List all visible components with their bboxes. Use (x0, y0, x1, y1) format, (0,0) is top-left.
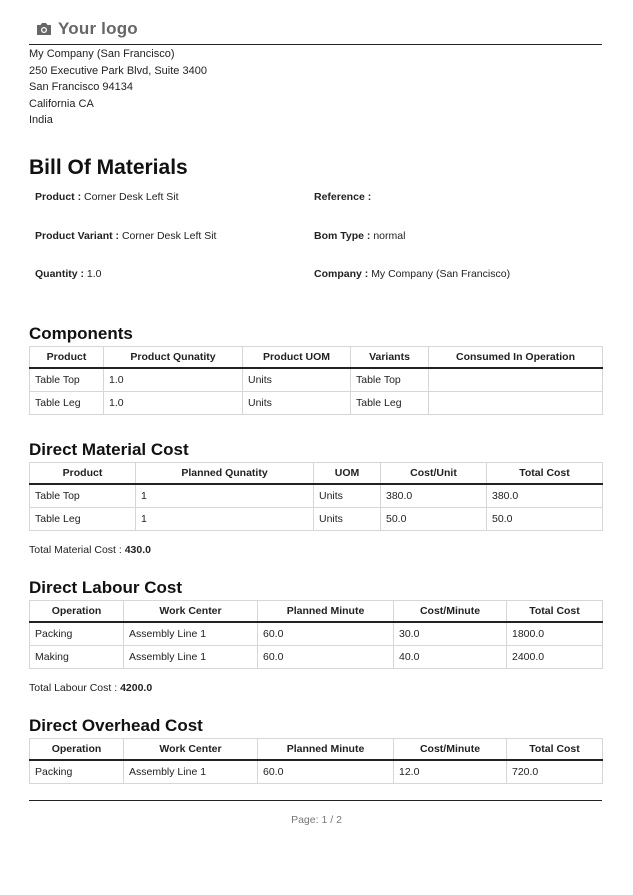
camera-icon (36, 22, 52, 36)
quantity-field (35, 268, 102, 280)
table-row (30, 392, 603, 415)
company-logo (36, 18, 138, 40)
table-header-row (30, 601, 603, 623)
table-cell: Table Leg (351, 392, 429, 415)
table-row (30, 368, 603, 392)
bom-type-label: Bom Type : (314, 230, 371, 242)
column-header: Planned Minute (258, 601, 394, 623)
table-cell: Units (314, 508, 381, 531)
overhead-cost-title: Direct Overhead Cost (29, 716, 203, 735)
table-cell: 720.0 (507, 760, 603, 784)
table-cell: Packing (30, 622, 124, 646)
product-label: Product : (35, 191, 82, 203)
total-material-cost-value: 430.0 (124, 544, 151, 556)
column-header: Product UOM (243, 347, 351, 369)
table-cell: 30.0 (394, 622, 507, 646)
quantity-value: 1.0 (86, 268, 102, 280)
variant-field (35, 230, 216, 242)
variant-value: Corner Desk Left Sit (121, 230, 217, 242)
page-total: 2 (336, 814, 342, 826)
column-header: UOM (314, 463, 381, 485)
total-labour-cost-value: 4200.0 (120, 682, 153, 694)
column-header: Planned Qunatity (136, 463, 314, 485)
table-cell: 60.0 (258, 760, 394, 784)
table-row (30, 484, 603, 508)
column-header: Work Center (124, 601, 258, 623)
address-line: India (29, 114, 53, 127)
table-cell: Table Top (30, 368, 104, 392)
table-row (30, 646, 603, 669)
address-line: 250 Executive Park Blvd, Suite 3400 (29, 64, 207, 77)
table-cell: Table Top (351, 368, 429, 392)
table-cell: Units (243, 392, 351, 415)
table-cell (429, 392, 603, 415)
table-cell: 1.0 (104, 368, 243, 392)
address-line: San Francisco 94134 (29, 81, 133, 94)
page-title: Bill Of Materials (29, 156, 188, 179)
table-cell (429, 368, 603, 392)
variant-label: Product Variant : (35, 230, 120, 242)
page-label: Page: (291, 814, 319, 826)
table-cell: 60.0 (258, 622, 394, 646)
column-header: Cost/Unit (381, 463, 487, 485)
reference-label: Reference : (314, 191, 372, 203)
table-cell: Table Top (30, 484, 136, 508)
total-material-cost (29, 544, 151, 556)
table-cell: 50.0 (381, 508, 487, 531)
table-cell: Assembly Line 1 (124, 760, 258, 784)
table-cell: 12.0 (394, 760, 507, 784)
table-cell: 380.0 (487, 484, 603, 508)
column-header: Operation (30, 739, 124, 761)
column-header: Total Cost (507, 739, 603, 761)
table-cell: 60.0 (258, 646, 394, 669)
table-cell: Units (314, 484, 381, 508)
column-header: Product (30, 463, 136, 485)
table-header-row (30, 347, 603, 369)
table-cell: Making (30, 646, 124, 669)
product-field (35, 191, 179, 203)
table-cell: 1800.0 (507, 622, 603, 646)
bom-type-field (314, 230, 405, 242)
company-value: My Company (San Francisco) (371, 268, 511, 280)
table-cell: Assembly Line 1 (124, 622, 258, 646)
components-title: Components (29, 324, 133, 343)
table-cell: Units (243, 368, 351, 392)
overhead-cost-table (29, 738, 603, 784)
column-header: Operation (30, 601, 124, 623)
column-header: Consumed In Operation (429, 347, 603, 369)
table-cell: 2400.0 (507, 646, 603, 669)
column-header: Product (30, 347, 104, 369)
column-header: Cost/Minute (394, 601, 507, 623)
table-cell: 40.0 (394, 646, 507, 669)
header-divider (29, 44, 602, 45)
material-cost-title: Direct Material Cost (29, 440, 189, 459)
company-label: Company : (314, 268, 369, 280)
table-cell: 1.0 (104, 392, 243, 415)
table-header-row (30, 463, 603, 485)
table-cell: Table Leg (30, 392, 104, 415)
components-table (29, 346, 603, 415)
table-cell: Assembly Line 1 (124, 646, 258, 669)
product-value: Corner Desk Left Sit (84, 191, 179, 203)
address-line: California CA (29, 97, 94, 110)
table-cell: Packing (30, 760, 124, 784)
column-header: Planned Minute (258, 739, 394, 761)
total-labour-cost-label: Total Labour Cost : (29, 682, 118, 694)
table-cell: 1 (136, 484, 314, 508)
address-line: My Company (San Francisco) (29, 48, 175, 60)
footer-divider (29, 800, 602, 801)
page-footer: Page: 1 / 2 (291, 814, 342, 826)
total-material-cost-label: Total Material Cost : (29, 544, 122, 556)
reference-field (314, 191, 371, 203)
company-field (314, 268, 510, 280)
column-header: Product Qunatity (104, 347, 243, 369)
labour-cost-title: Direct Labour Cost (29, 578, 183, 597)
table-cell: 50.0 (487, 508, 603, 531)
table-row (30, 508, 603, 531)
quantity-label: Quantity : (35, 268, 84, 280)
table-row (30, 760, 603, 784)
page-current: 1 (321, 814, 328, 826)
table-row (30, 622, 603, 646)
labour-cost-table (29, 600, 603, 669)
column-header: Cost/Minute (394, 739, 507, 761)
table-cell: 380.0 (381, 484, 487, 508)
table-cell: 1 (136, 508, 314, 531)
logo-text: Your logo (58, 19, 138, 38)
company-address (29, 46, 207, 129)
total-labour-cost (29, 682, 152, 694)
table-header-row (30, 739, 603, 761)
table-cell: Table Leg (30, 508, 136, 531)
material-cost-table (29, 462, 603, 531)
bom-type-value: normal (373, 230, 406, 242)
column-header: Total Cost (487, 463, 603, 485)
column-header: Variants (351, 347, 429, 369)
column-header: Work Center (124, 739, 258, 761)
column-header: Total Cost (507, 601, 603, 623)
